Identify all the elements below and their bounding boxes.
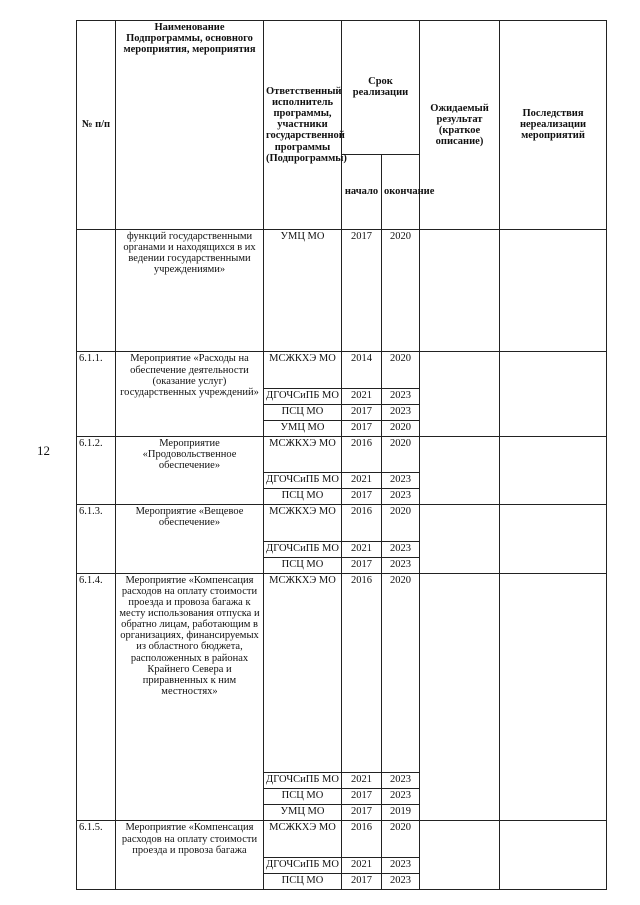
executor-cell: ПСЦ МО (264, 404, 342, 420)
end-year-cell: 2023 (382, 874, 420, 890)
result-cell (420, 821, 500, 890)
end-year-cell: 2023 (382, 789, 420, 805)
consequences-cell (500, 573, 607, 821)
result-cell (420, 436, 500, 504)
table-row (77, 436, 607, 472)
cont-consequences (500, 229, 607, 352)
start-year-cell: 2016 (342, 505, 382, 541)
header-consequences: Последствия нереализации мероприятий (500, 21, 607, 230)
executor-cell: ДГОЧСиПБ МО (264, 473, 342, 489)
cont-num (77, 229, 116, 352)
header-start: начало (342, 154, 382, 229)
end-year-cell: 2020 (382, 821, 420, 858)
result-cell (420, 573, 500, 821)
row-number: 6.1.5. (77, 821, 116, 890)
start-year-cell: 2017 (342, 420, 382, 436)
end-year-cell: 2020 (382, 505, 420, 541)
header-row-1 (77, 21, 607, 155)
executor-cell: МСЖКХЭ МО (264, 505, 342, 541)
executor-cell: ДГОЧСиПБ МО (264, 541, 342, 557)
activity-name: Мероприятие «Компенсация расходов на оплату стоимости проезда и провоза багажа к месту использования отпуска и обратно лицам, работающим в организациях, финансируемых из областного бюджета, расположенных в районах Крайнего Севера и приравненных к ним местностях» (116, 573, 264, 821)
executor-cell: МСЖКХЭ МО (264, 352, 342, 388)
executor-cell: МСЖКХЭ МО (264, 436, 342, 472)
start-year-cell: 2017 (342, 789, 382, 805)
consequences-cell (500, 505, 607, 573)
result-cell (420, 352, 500, 436)
header-result: Ожидаемый результат (краткое описание) (420, 21, 500, 230)
end-year-cell: 2023 (382, 388, 420, 404)
activity-name: Мероприятие «Продовольственное обеспечение» (116, 436, 264, 504)
end-year-cell: 2023 (382, 473, 420, 489)
executor-cell: ДГОЧСиПБ МО (264, 388, 342, 404)
activity-name: Мероприятие «Компенсация расходов на оплату стоимости проезда и провоза багажа (116, 821, 264, 890)
activity-name: Мероприятие «Вещевое обеспечение» (116, 505, 264, 573)
table-row (77, 352, 607, 388)
cont-name: функций государственными органами и находящихся в их ведении государственными учреждениями» (116, 229, 264, 352)
header-end: окончание (382, 154, 420, 229)
row-number: 6.1.1. (77, 352, 116, 436)
end-year-cell: 2023 (382, 404, 420, 420)
start-year-cell: 2021 (342, 858, 382, 874)
cont-result (420, 229, 500, 352)
executor-cell: МСЖКХЭ МО (264, 573, 342, 773)
executor-cell: ПСЦ МО (264, 789, 342, 805)
table-row (77, 821, 607, 858)
header-num: № п/п (77, 21, 116, 230)
end-year-cell: 2020 (382, 573, 420, 773)
start-year-cell: 2021 (342, 473, 382, 489)
start-year-cell: 2016 (342, 436, 382, 472)
header-executor: Ответственный исполнитель программы, участники государственной программы (Подпрограммы) (264, 21, 342, 230)
end-year-cell: 2020 (382, 420, 420, 436)
end-year-cell: 2023 (382, 541, 420, 557)
executor-cell: ДГОЧСиПБ МО (264, 773, 342, 789)
consequences-cell (500, 436, 607, 504)
end-year-cell: 2020 (382, 352, 420, 388)
row-number: 6.1.2. (77, 436, 116, 504)
consequences-cell (500, 352, 607, 436)
start-year-cell: 2017 (342, 805, 382, 821)
start-year-cell: 2017 (342, 874, 382, 890)
row-number: 6.1.3. (77, 505, 116, 573)
header-name: Наименование Подпрограммы, основного мероприятия, мероприятия (116, 21, 264, 230)
executor-cell: ПСЦ МО (264, 557, 342, 573)
start-year-cell: 2017 (342, 489, 382, 505)
start-year-cell: 2017 (342, 557, 382, 573)
cont-executor: УМЦ МО (264, 229, 342, 352)
executor-cell: ДГОЧСиПБ МО (264, 858, 342, 874)
header-period: Срок реализации (342, 21, 420, 155)
continuation-row (77, 229, 607, 352)
start-year-cell: 2017 (342, 404, 382, 420)
executor-cell: УМЦ МО (264, 805, 342, 821)
end-year-cell: 2023 (382, 489, 420, 505)
executor-cell: ПСЦ МО (264, 874, 342, 890)
start-year-cell: 2014 (342, 352, 382, 388)
activities-table (76, 20, 607, 890)
end-year-cell: 2020 (382, 436, 420, 472)
start-year-cell: 2021 (342, 773, 382, 789)
cont-start: 2017 (342, 229, 382, 352)
end-year-cell: 2023 (382, 773, 420, 789)
start-year-cell: 2016 (342, 573, 382, 773)
start-year-cell: 2021 (342, 388, 382, 404)
start-year-cell: 2021 (342, 541, 382, 557)
start-year-cell: 2016 (342, 821, 382, 858)
end-year-cell: 2019 (382, 805, 420, 821)
row-number: 6.1.4. (77, 573, 116, 821)
table-row (77, 573, 607, 773)
end-year-cell: 2023 (382, 557, 420, 573)
executor-cell: МСЖКХЭ МО (264, 821, 342, 858)
page-number: 12 (37, 443, 50, 458)
end-year-cell: 2023 (382, 858, 420, 874)
result-cell (420, 505, 500, 573)
executor-cell: ПСЦ МО (264, 489, 342, 505)
executor-cell: УМЦ МО (264, 420, 342, 436)
cont-end: 2020 (382, 229, 420, 352)
table-row (77, 505, 607, 541)
consequences-cell (500, 821, 607, 890)
activity-name: Мероприятие «Расходы на обеспечение деятельности (оказание услуг) государственных учреждений» (116, 352, 264, 436)
